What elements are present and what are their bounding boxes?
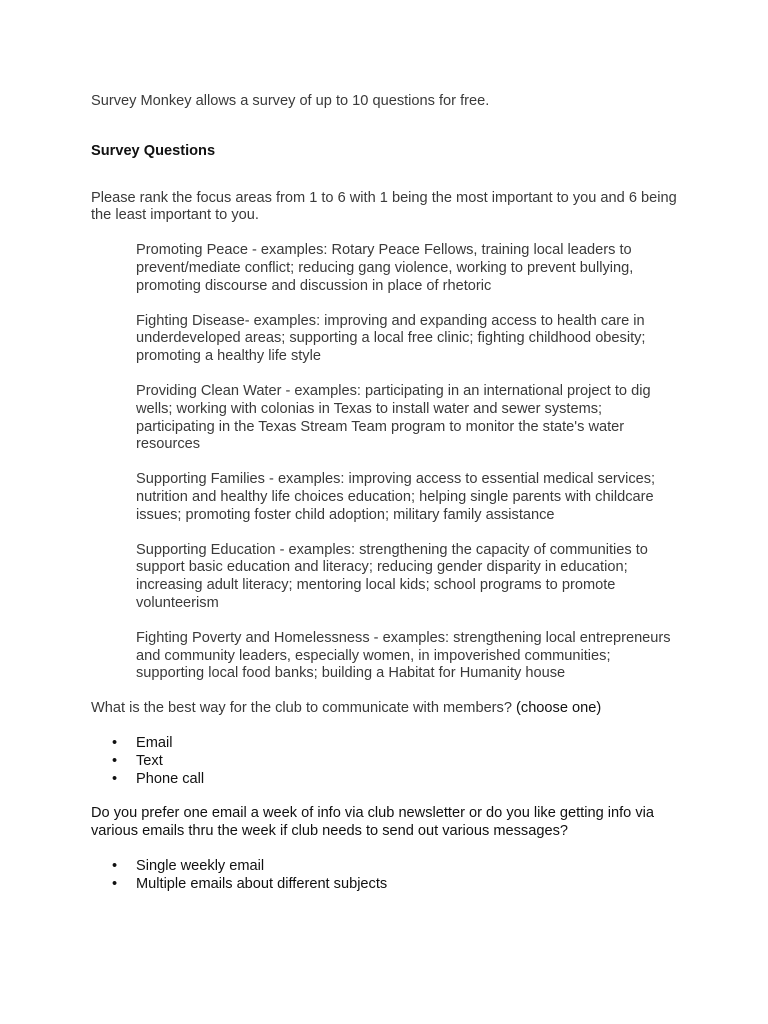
section-heading: Survey Questions bbox=[91, 142, 216, 159]
bullet-icon: • bbox=[112, 734, 118, 751]
bullet-icon: • bbox=[112, 875, 118, 892]
communication-options bbox=[91, 735, 691, 788]
option-text: Text bbox=[136, 752, 163, 769]
option-single-weekly: Single weekly email bbox=[136, 857, 265, 874]
option-phone-call: Phone call bbox=[136, 770, 205, 787]
list-item bbox=[91, 858, 691, 876]
bullet-icon: • bbox=[112, 752, 118, 769]
focus-area-peace: Promoting Peace - examples: Rotary Peace Fellows, training local leaders to prevent/mediate conflict; reducing gang violence, working to prevent bullying, promoting discourse and discussion in place of rhetoric bbox=[136, 242, 634, 294]
focus-area-poverty: Fighting Poverty and Homelessness - examples: strengthening local entrepreneurs and community leaders, especially women, in impoverished communities; supporting local food banks; building a Habitat for Humanity house bbox=[136, 629, 671, 682]
question-communication-note: (choose one) bbox=[516, 700, 602, 717]
bullet-icon: • bbox=[112, 857, 118, 874]
focus-area-education: Supporting Education - examples: strengthening the capacity of communities to support basic education and literacy; reducing gender disparity in education; increasing adult literacy; mentoring local kids; school programs to promote volunteerism bbox=[136, 541, 648, 611]
bullet-icon: • bbox=[112, 770, 118, 787]
question-communication-text: What is the best way for the club to communicate with members? bbox=[91, 700, 512, 717]
list-item bbox=[91, 876, 691, 894]
option-email: Email bbox=[136, 734, 173, 751]
list-item bbox=[91, 753, 691, 771]
question-ranking: Please rank the focus areas from 1 to 6 with 1 being the most important to you and 6 being the least important to you. bbox=[91, 189, 677, 224]
question-email-frequency: Do you prefer one email a week of info via club newsletter or do you like getting info via various emails thru the week if club needs to send out various messages? bbox=[91, 805, 654, 840]
list-item bbox=[91, 735, 691, 753]
question-communication bbox=[91, 700, 691, 718]
focus-area-disease: Fighting Disease- examples: improving and expanding access to health care in underdeveloped areas; supporting a local free clinic; fighting childhood obesity; promoting a healthy life style bbox=[136, 312, 646, 365]
option-multiple-emails: Multiple emails about different subjects bbox=[136, 875, 388, 892]
intro-text: Survey Monkey allows a survey of up to 10 questions for free. bbox=[91, 93, 490, 109]
focus-area-water: Providing Clean Water - examples: participating in an international project to dig wells; working with colonias in Texas to install water and sewer systems; participating in the Texas Stream Team program to monitor the state's water resources bbox=[136, 382, 651, 453]
list-item bbox=[91, 771, 691, 789]
document-page bbox=[91, 93, 691, 911]
email-frequency-options bbox=[91, 858, 691, 894]
focus-area-families: Supporting Families - examples: improving access to essential medical services; nutrition and healthy life choices education; helping single parents with childcare issues; promoting foster child adoption; military family assistance bbox=[136, 471, 656, 523]
focus-area-list bbox=[91, 242, 691, 683]
